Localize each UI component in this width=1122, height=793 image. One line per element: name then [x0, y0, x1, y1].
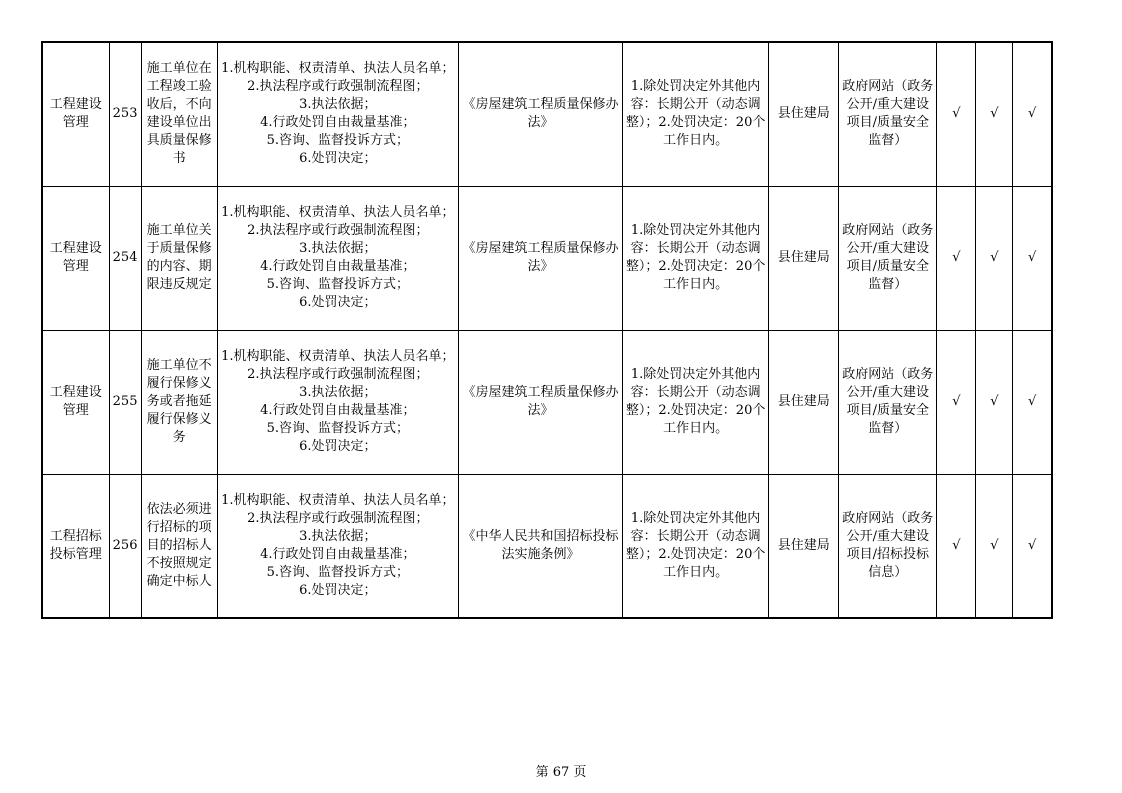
check-cell: √ — [976, 42, 1013, 186]
item-cell: 施工单位在工程竣工验收后，不向建设单位出具质量保修书 — [141, 42, 217, 186]
check-cell: √ — [976, 330, 1013, 474]
number-cell: 256 — [109, 474, 141, 618]
time-cell: 1.除处罚决定外其他内容：长期公开（动态调整）；2.处罚决定：20个工作日内。 — [623, 474, 769, 618]
check-cell: √ — [976, 474, 1013, 618]
check-cell: √ — [976, 186, 1013, 330]
check-cell: √ — [1013, 186, 1052, 330]
content-line: 3.执法依据； — [299, 241, 377, 256]
content-line: 5.咨询、监督投诉方式； — [266, 564, 409, 580]
check-cell: √ — [937, 330, 976, 474]
basis-cell: 《房屋建筑工程质量保修办法》 — [458, 186, 622, 330]
subject-cell: 县住建局 — [769, 186, 839, 330]
content-cell — [217, 330, 458, 474]
content-line: 2.执法程序或行政强制流程图； — [247, 367, 429, 382]
category-cell: 工程建设管理 — [42, 42, 109, 186]
table-row — [42, 42, 1052, 186]
content-cell — [217, 186, 458, 330]
item-cell: 施工单位关于质量保修的内容、期限违反规定 — [141, 186, 217, 330]
time-cell: 1.除处罚决定外其他内容：长期公开（动态调整）；2.处罚决定：20个工作日内。 — [623, 186, 769, 330]
item-cell: 施工单位不履行保修义务或者拖延履行保修义务 — [141, 330, 217, 474]
content-line: 1.机构职能、权责清单、执法人员名单； — [221, 492, 455, 508]
check-cell: √ — [1013, 330, 1052, 474]
content-line: 4.行政处罚自由裁量基准； — [260, 403, 416, 418]
check-cell: √ — [937, 42, 976, 186]
content-line: 6.处罚决定； — [299, 439, 377, 454]
channel-cell: 政府网站（政务公开/重大建设项目/招标投标信息） — [839, 474, 937, 618]
content-line: 4.行政处罚自由裁量基准； — [260, 259, 416, 274]
content-line: 1.机构职能、权责清单、执法人员名单； — [221, 205, 455, 220]
content-line: 4.行政处罚自由裁量基准； — [260, 546, 416, 562]
subject-cell: 县住建局 — [769, 330, 839, 474]
content-line: 5.咨询、监督投诉方式； — [266, 133, 409, 149]
number-cell: 253 — [109, 42, 141, 186]
content-line: 4.行政处罚自由裁量基准； — [260, 115, 416, 131]
item-cell: 依法必须进行招标的项目的招标人不按照规定确定中标人 — [141, 474, 217, 618]
content-line: 2.执法程序或行政强制流程图； — [247, 510, 429, 526]
time-cell: 1.除处罚决定外其他内容：长期公开（动态调整）；2.处罚决定：20个工作日内。 — [623, 42, 769, 186]
subject-cell: 县住建局 — [769, 42, 839, 186]
check-cell: √ — [937, 474, 976, 618]
page-number: 第 67 页 — [535, 765, 587, 780]
channel-cell: 政府网站（政务公开/重大建设项目/质量安全监督） — [839, 330, 937, 474]
content-line: 3.执法依据； — [299, 385, 377, 400]
category-cell: 工程建设管理 — [42, 330, 109, 474]
time-cell: 1.除处罚决定外其他内容：长期公开（动态调整）；2.处罚决定：20个工作日内。 — [623, 330, 769, 474]
content-cell — [217, 42, 458, 186]
channel-cell: 政府网站（政务公开/重大建设项目/质量安全监督） — [839, 42, 937, 186]
check-cell: √ — [1013, 42, 1052, 186]
table-row — [42, 474, 1052, 618]
content-line: 3.执法依据； — [299, 97, 377, 113]
category-cell: 工程建设管理 — [42, 186, 109, 330]
category-cell: 工程招标投标管理 — [42, 474, 109, 618]
disclosure-table — [41, 41, 1053, 619]
basis-cell: 《房屋建筑工程质量保修办法》 — [458, 330, 622, 474]
content-line: 6.处罚决定； — [299, 582, 377, 598]
check-cell: √ — [937, 186, 976, 330]
number-cell: 255 — [109, 330, 141, 474]
channel-cell: 政府网站（政务公开/重大建设项目/质量安全监督） — [839, 186, 937, 330]
content-line: 6.处罚决定； — [299, 151, 377, 167]
content-line: 2.执法程序或行政强制流程图； — [247, 79, 429, 95]
table-row — [42, 186, 1052, 330]
content-line: 2.执法程序或行政强制流程图； — [247, 223, 429, 238]
content-line: 3.执法依据； — [299, 528, 377, 544]
content-cell — [217, 474, 458, 618]
table-row — [42, 330, 1052, 474]
content-line: 1.机构职能、权责清单、执法人员名单； — [221, 349, 455, 364]
subject-cell: 县住建局 — [769, 474, 839, 618]
basis-cell: 《房屋建筑工程质量保修办法》 — [458, 42, 622, 186]
number-cell: 254 — [109, 186, 141, 330]
content-line: 6.处罚决定； — [299, 295, 377, 310]
content-line: 5.咨询、监督投诉方式； — [266, 421, 409, 436]
content-line: 5.咨询、监督投诉方式； — [266, 277, 409, 292]
content-line: 1.机构职能、权责清单、执法人员名单； — [221, 61, 455, 77]
basis-cell: 《中华人民共和国招标投标法实施条例》 — [458, 474, 622, 618]
check-cell: √ — [1013, 474, 1052, 618]
